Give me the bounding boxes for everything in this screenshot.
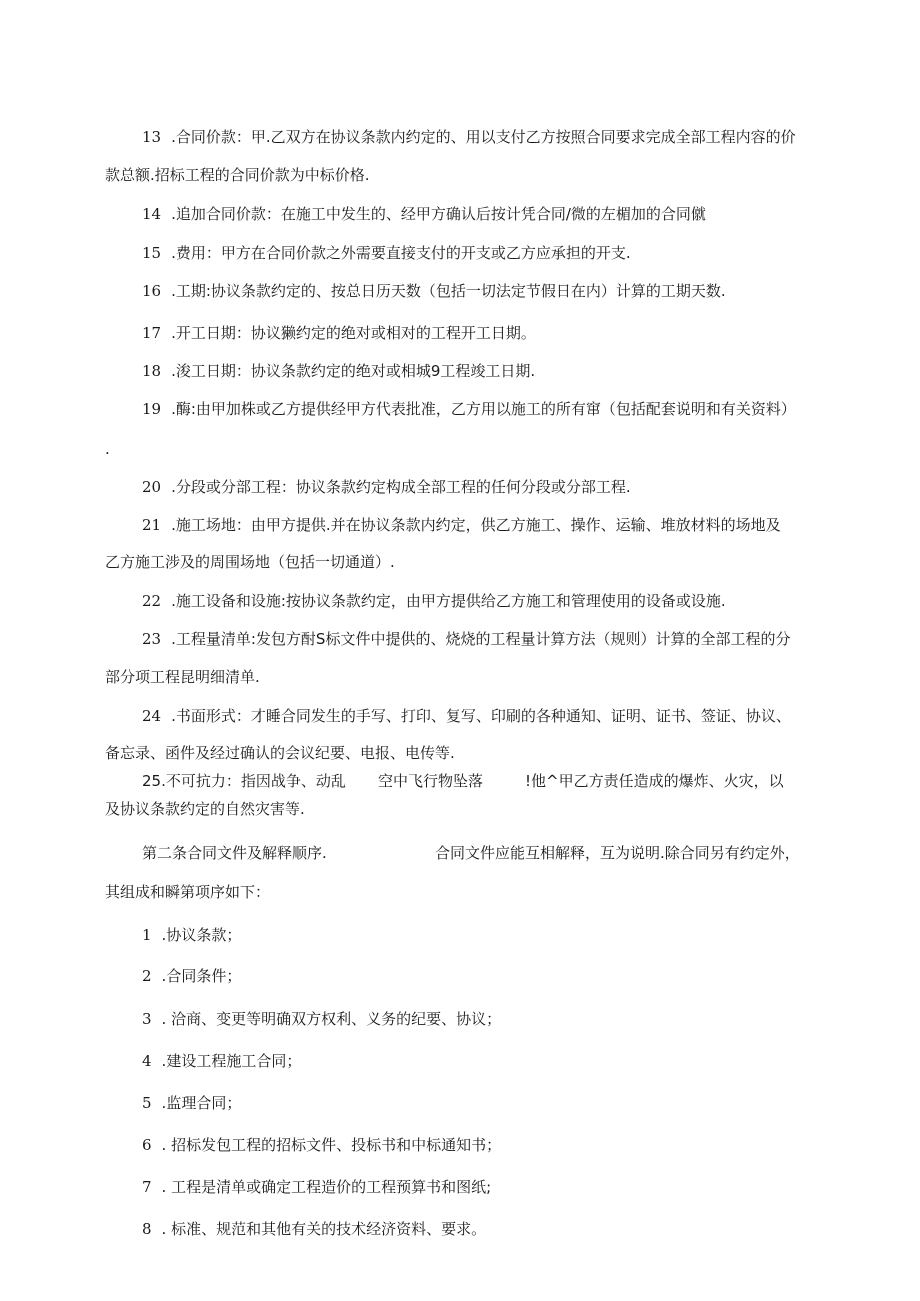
clause-text: .工程量清单:发包方酎S标文件中提供的、烧烧的工程量计算方法（规则）计算的全部工程的分 — [171, 630, 791, 648]
clause-14 — [142, 204, 706, 224]
clause-text: .施工场地：由甲方提供.并在协议条款内约定，供乙方施工、操作、运输、堆放材料的场地及 — [171, 516, 781, 534]
list-text: .协议条款； — [161, 926, 242, 944]
clause-16 — [142, 281, 726, 301]
clause-25-part-2: 空中飞行物坠落 — [378, 772, 484, 790]
clause-text: .浚工日期：协议条款约定的绝对或相城9工程竣工日期. — [171, 362, 536, 380]
order-item-5 — [142, 1093, 241, 1113]
clause-number: 19 — [142, 400, 162, 418]
list-text: . 标准、规范和其他有关的技术经济资料、要求。 — [161, 1220, 487, 1238]
clause-number: 22 — [142, 592, 162, 610]
order-item-7 — [142, 1177, 491, 1197]
clause-number: 23 — [142, 630, 162, 648]
article-2-heading: 第二条合同文件及解释顺序. — [142, 844, 327, 862]
list-number: 6 — [142, 1136, 152, 1154]
clause-20 — [142, 477, 631, 497]
list-text: . 工程是清单或确定工程造价的工程预算书和图纸; — [161, 1178, 492, 1196]
list-text: .合同条件； — [161, 967, 242, 985]
clause-number: 16 — [142, 282, 162, 300]
clause-15 — [142, 243, 631, 263]
clause-number: 15 — [142, 244, 162, 262]
list-text: . 洽商、变更等明确双方权利、义务的纪要、协议； — [161, 1010, 502, 1028]
clause-text: .酶:由甲加株或乙方提供经甲方代表批准，乙方用以施工的所有窜（包括配套说明和有关资料） — [171, 400, 796, 418]
clause-19-line-2: . — [105, 440, 110, 458]
list-number: 7 — [142, 1178, 152, 1196]
list-number: 5 — [142, 1094, 152, 1112]
clause-text: .开工日期：协议獭约定的绝对或相对的工程开工日期。 — [171, 324, 536, 342]
clause-25-part-3: !他^甲乙方责任造成的爆炸、火灾，以 — [525, 772, 784, 790]
clause-text: .追加合同价款：在施工中发生的、经甲方确认后按计凭合同/微的左楣加的合同僦 — [171, 205, 706, 223]
clause-13-line-2: 款总额.招标工程的合同价款为中标价格. — [105, 166, 370, 184]
clause-13-line-1 — [142, 127, 796, 147]
clause-number: 24 — [142, 707, 162, 725]
order-item-2 — [142, 966, 241, 986]
clause-number: 17 — [142, 324, 162, 342]
list-text: . 招标发包工程的招标文件、投标书和中标通知书； — [161, 1136, 502, 1154]
clause-23-line-1 — [142, 629, 790, 649]
clause-25-part-1: 25.不可抗力：指因战争、动乱 — [142, 772, 346, 790]
clause-19-line-1 — [142, 399, 796, 419]
list-number: 4 — [142, 1052, 152, 1070]
clause-24-line-2: 备忘录、函件及经过确认的会议纪要、电报、电传等. — [105, 744, 455, 762]
list-number: 2 — [142, 967, 152, 985]
clause-25-line-2: 及协议条款约定的自然灾害等. — [105, 800, 305, 818]
list-text: .监理合同； — [161, 1094, 242, 1112]
clause-text: .工期:协议条款约定的、按总日历天数（包括一切法定节假日在内）计算的工期天数. — [171, 282, 726, 300]
clause-24-line-1 — [142, 706, 791, 726]
clause-17 — [142, 323, 536, 343]
clause-text: .合同价款：甲.乙双方在协议条款内约定的、用以支付乙方按照合同要求完成全部工程内容的价 — [171, 128, 796, 146]
clause-21-line-1 — [142, 515, 781, 535]
clause-number: 20 — [142, 478, 162, 496]
clause-number: 21 — [142, 516, 162, 534]
clause-number: 14 — [142, 205, 162, 223]
list-text: .建设工程施工合同； — [161, 1052, 302, 1070]
list-number: 3 — [142, 1010, 152, 1028]
order-item-3 — [142, 1009, 501, 1029]
clause-number: 18 — [142, 362, 162, 380]
clause-18 — [142, 361, 535, 381]
article-2-text: 合同文件应能互相解释，互为说明.除合同另有约定外， — [435, 844, 800, 862]
clause-22 — [142, 591, 726, 611]
article-2-line-2: 其组成和瞬第项序如下： — [105, 883, 271, 901]
order-item-4 — [142, 1051, 301, 1071]
clause-text: .施工设备和设施:按协议条款约定，由甲方提供给乙方施工和管理使用的设备或设施. — [171, 592, 726, 610]
list-number: 8 — [142, 1220, 152, 1238]
clause-text: .费用：甲方在合同价款之外需要直接支付的开支或乙方应承担的开支. — [171, 244, 631, 262]
list-number: 1 — [142, 926, 152, 944]
clause-text: .书面形式：才睡合同发生的手写、打印、复写、印刷的各种通知、证明、证书、签证、协议、 — [171, 707, 791, 725]
order-item-6 — [142, 1135, 501, 1155]
order-item-8 — [142, 1219, 486, 1239]
clause-number: 13 — [142, 128, 162, 146]
order-item-1 — [142, 925, 241, 945]
clause-21-line-2: 乙方施工涉及的周围场地（包括一切通道）. — [105, 553, 395, 571]
clause-23-line-2: 部分项工程昆明细清单. — [105, 668, 260, 686]
clause-text: .分段或分部工程：协议条款约定构成全部工程的任何分段或分部工程. — [171, 478, 631, 496]
